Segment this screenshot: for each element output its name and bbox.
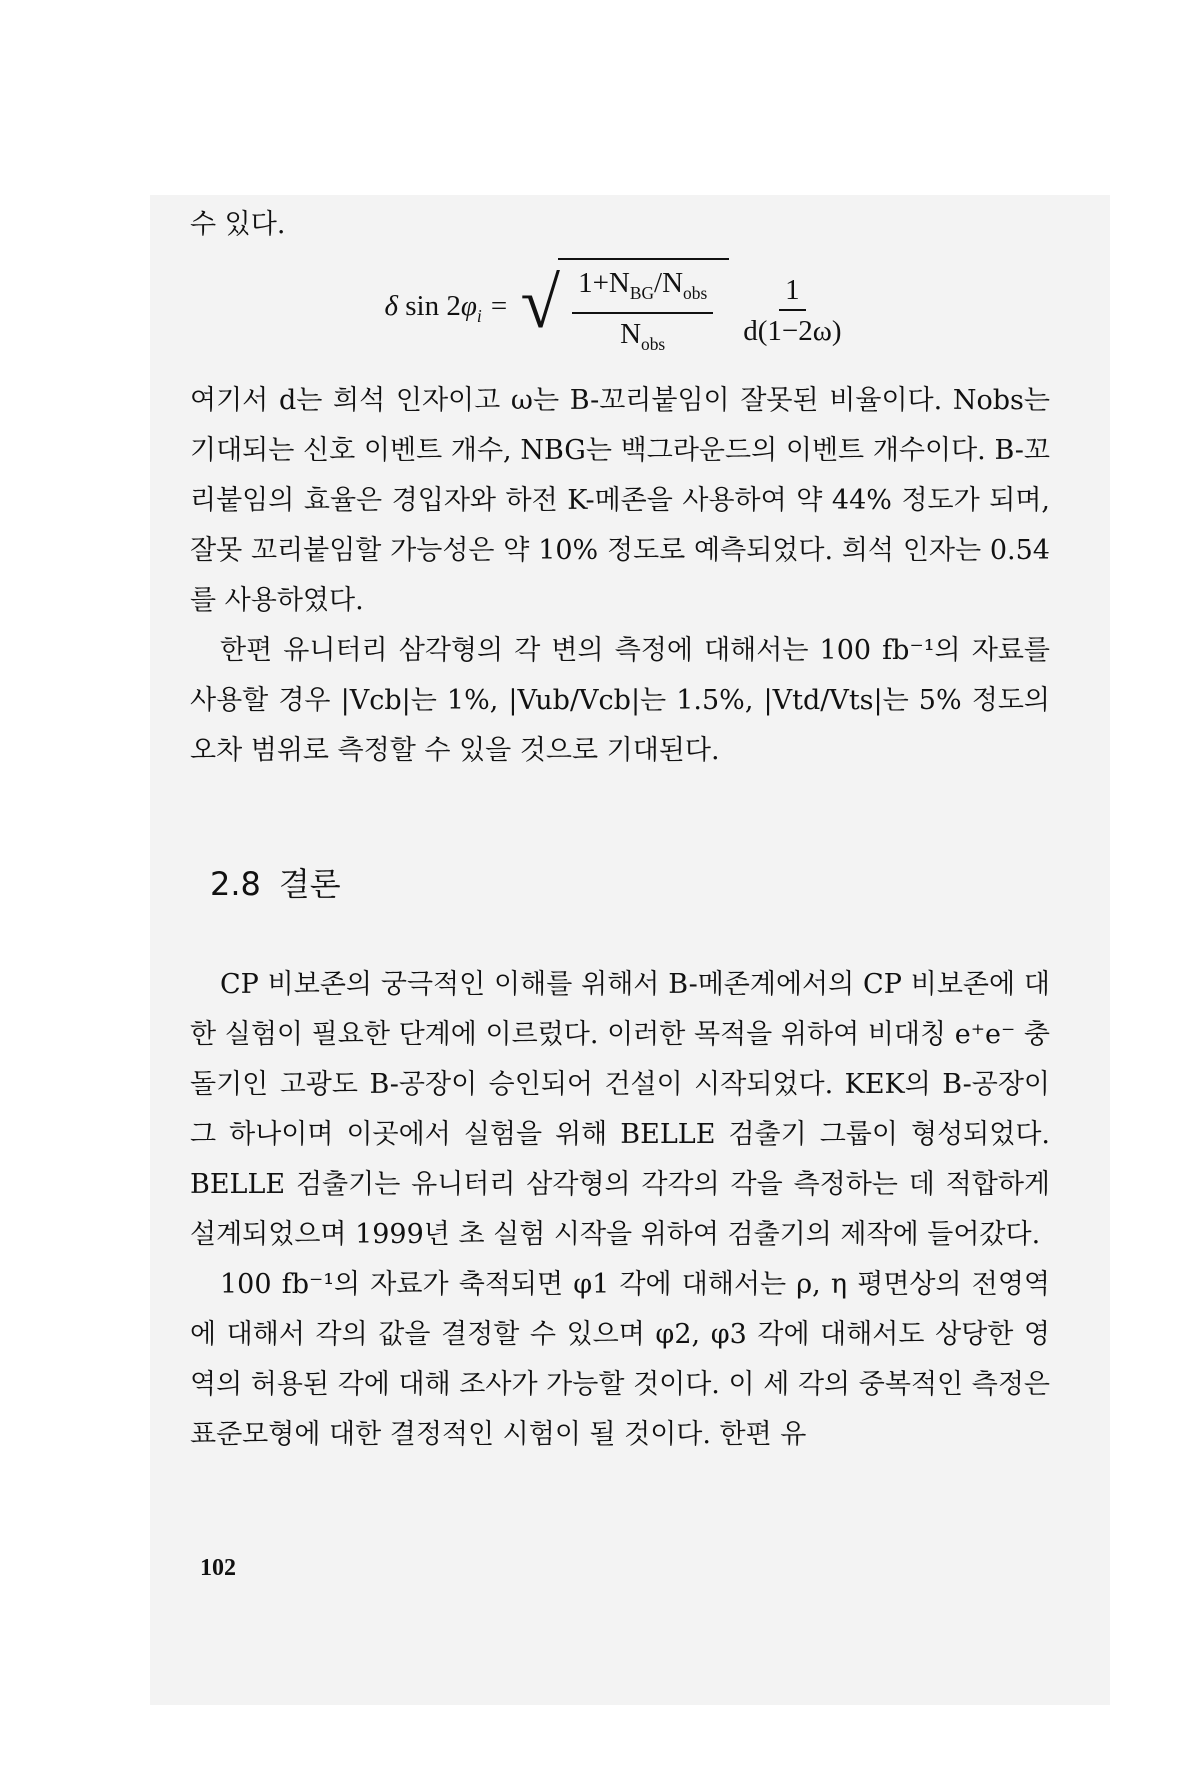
page-number: 102: [200, 1555, 236, 1581]
paragraph-2: 한편 유니터리 삼각형의 각 변의 측정에 대해서는 100 fb⁻¹의 자료를 사용할 경우 |Vcb|는 1%, |Vub/Vcb|는 1.5%, |Vtd/Vts|는 5% 정도의 오차 범위로 측정할 수 있을 것으로 기대된다.: [190, 635, 1050, 766]
formula-denominator-2: d(1−2ω): [743, 315, 842, 347]
section-heading: [210, 854, 1050, 914]
sqrt-icon: √: [520, 263, 561, 344]
document-body: [190, 200, 1050, 1460]
section-title: 결론: [278, 865, 341, 903]
section-number: 2.8: [210, 865, 261, 903]
paragraph-3: CP 비보존의 궁극적인 이해를 위해서 B-메존계에서의 CP 비보존에 대한 실험이 필요한 단계에 이르렀다. 이러한 목적을 위하여 비대칭 e⁺e⁻ 충돌기인 고광도 B-공장이 승인되어 건설이 시작되었다. KEK의 B-공장이 그 하나이며 이곳에서 실험을 위해 BELLE 검출기 그룹이 형성되었다. BELLE 검출기는 유니터리 삼각형의 각각의 각을 측정하는 데 적합하게 설계되었으며 1999년 초 실험 시작을 위하여 검출기의 제작에 들어갔다.: [190, 969, 1050, 1250]
paragraph-4: 100 fb⁻¹의 자료가 축적되면 φ1 각에 대해서는 ρ, η 평면상의 전영역에 대해서 각의 값을 결정할 수 있으며 φ2, φ3 각에 대해서도 상당한 영역의 허용된 각에 대해 조사가 가능할 것이다. 이 세 각의 중복적인 측정은 표준모형에 대한 결정적인 시험이 될 것이다. 한편 유: [190, 1269, 1050, 1450]
formula: [190, 256, 1050, 366]
formula-numerator-2: 1: [779, 271, 806, 311]
paragraph-1: 여기서 d는 희석 인자이고 ω는 B-꼬리붙임이 잘못된 비율이다. Nobs는 기대되는 신호 이벤트 개수, NBG는 백그라운드의 이벤트 개수이다. B-꼬리붙임의 효율은 경입자와 하전 K-메존을 사용하여 약 44% 정도가 되며, 잘못 꼬리붙임할 가능성은 약 10% 정도로 예측되었다. 희석 인자는 0.54를 사용하였다.: [190, 385, 1050, 616]
formula-denominator: $N_{obs}$: [620, 318, 666, 354]
formula-lhs: δ $\sin 2\varphi_i$ =: [384, 290, 509, 326]
intro-line: 수 있다.: [190, 209, 286, 240]
formula-numerator: $1+N_{BG}/N_{obs}$: [572, 264, 713, 314]
formula-radical: [521, 258, 730, 364]
